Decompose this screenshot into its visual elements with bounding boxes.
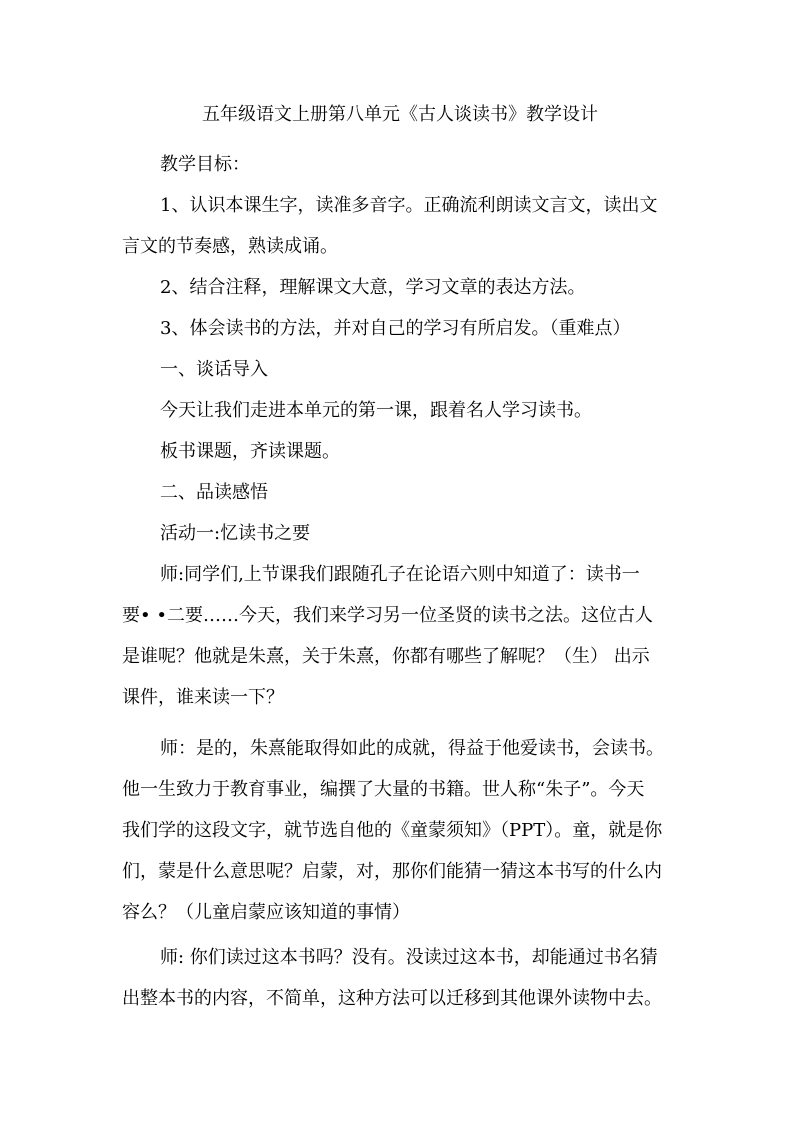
teacher-para-3-line-1: 师: 你们读过这本书吗？没有。没读过这本书，却能通过书名猜 bbox=[160, 947, 658, 968]
activity-one-heading: 活动一:忆读书之要 bbox=[160, 523, 311, 544]
objective-1-line-1: 1、认识本课生字，读准多音字。正确流利朗读文言文，读出文 bbox=[160, 195, 658, 216]
teacher-para-2-line-2: 他一生致力于教育事业，编撰了大量的书籍。世人称“朱子”。今天 bbox=[122, 779, 645, 800]
teacher-para-3-line-2: 出整本书的内容，不简单，这种方法可以迁移到其他课外读物中去。 bbox=[122, 988, 662, 1009]
objective-3: 3、体会读书的方法，并对自己的学习有所启发。（重难点） bbox=[160, 318, 631, 339]
heading-objectives: 教学目标： bbox=[160, 154, 250, 175]
teacher-para-2-line-3: 我们学的这段文字，就节选自他的《童蒙须知》（PPT）。童，就是你 bbox=[122, 820, 663, 841]
teacher-para-1-line-2: 要• •二要……今天，我们来学习另一位圣贤的读书之法。这位古人 bbox=[122, 605, 653, 626]
board-title-paragraph: 板书课题，齐读课题。 bbox=[160, 441, 340, 462]
teacher-para-1-line-1: 师:同学们,上节课我们跟随孔子在论语六则中知道了：读书一 bbox=[160, 564, 640, 585]
objective-1-line-2: 言文的节奏感，熟读成诵。 bbox=[122, 236, 338, 257]
teacher-para-2-line-1: 师：是的，朱熹能取得如此的成就，得益于他爱读书，会读书。 bbox=[160, 738, 664, 759]
document-title: 五年级语文上册第八单元《古人谈读书》教学设计 bbox=[202, 104, 598, 125]
teacher-para-2-line-5: 容么？（儿童启蒙应该知道的事情） bbox=[122, 902, 410, 923]
intro-paragraph: 今天让我们走进本单元的第一课，跟着名人学习读书。 bbox=[160, 400, 592, 421]
teacher-para-2-line-4: 们，蒙是什么意思呢？启蒙，对，那你们能猜一猜这本书写的什么内 bbox=[122, 861, 662, 882]
section-heading-intro: 一、谈话导入 bbox=[160, 359, 268, 380]
teacher-para-1-line-3: 是谁呢？他就是朱熹，关于朱熹，你都有哪些了解呢？（生） 出示 bbox=[122, 646, 650, 667]
section-heading-reading: 二、品读感悟 bbox=[160, 482, 268, 503]
teacher-para-1-line-4: 课件，谁来读一下？ bbox=[122, 687, 284, 708]
objective-2: 2、结合注释，理解课文大意，学习文章的表达方法。 bbox=[160, 277, 586, 298]
